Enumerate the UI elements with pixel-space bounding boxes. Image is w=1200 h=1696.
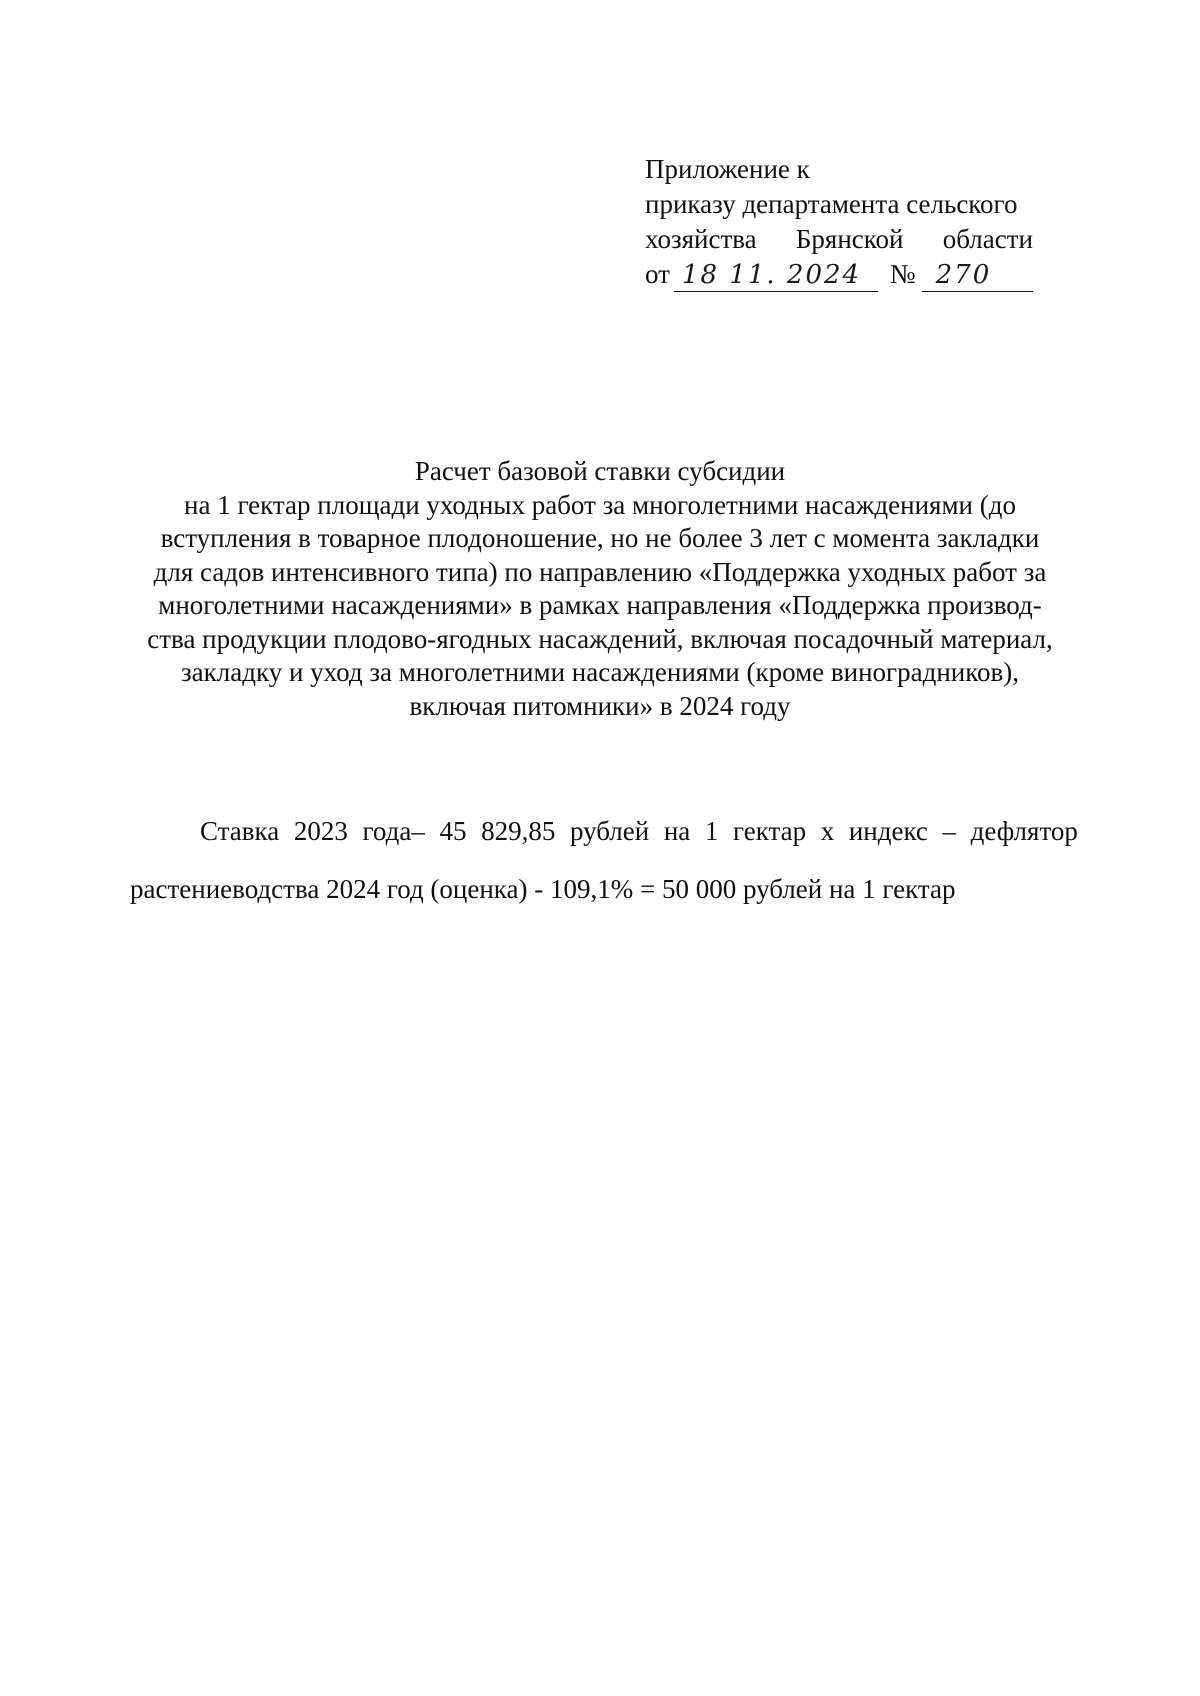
word: 45 [439,816,467,846]
appendix-word: области [942,224,1033,254]
word: 829,85 [481,816,556,846]
calculation-line-1 [130,815,1078,848]
order-date-number-row [645,257,1033,292]
appendix-line-2: приказу департамента сельского [645,189,1018,219]
handwritten-date: 18 11. 2024 [681,260,862,290]
word: рублей [569,816,650,846]
title-line: вступления в товарное плодоношение, но не более 3 лет с момента закладки [160,523,1040,553]
handwritten-number: 270 [935,260,992,290]
word: года– [362,816,425,846]
word: дефлятор [970,816,1078,846]
appendix-word: Брянской [795,224,904,254]
word: индекс [848,816,928,846]
word: – [942,816,957,846]
appendix-word: хозяйства [645,224,757,254]
title-line: Расчет базовой ставки субсидии [414,456,786,486]
title-line: на 1 гектар площади уходных работ за многолетними насаждениями (до [184,489,1016,520]
word: х [820,816,835,846]
title-line: многолетними насаждениями» в рамках направления «Поддержка производ- [158,590,1042,620]
calculation-line-2: растениеводства 2024 год (оценка) - 109,1% = 50 000 рублей на 1 гектар [130,874,956,904]
number-sign-label: № [889,259,916,289]
title-line: для садов интенсивного типа) по направлению «Поддержка уходных работ за [153,556,1047,587]
appendix-line-3 [645,222,1033,257]
title-line: включая питомники» в 2024 году [409,690,791,721]
appendix-block [645,152,1033,292]
title-line: закладку и уход за многолетними насаждениями (кроме виноградников), [181,657,1019,687]
word: Ставка [200,816,280,846]
word: 2023 [293,816,348,846]
word: на [663,816,691,846]
word: гектар [733,816,807,846]
order-date-field [674,261,878,292]
calculation-paragraph [130,815,1078,906]
order-number-field [922,261,1033,292]
document-title [130,455,1070,723]
appendix-line-1: Приложение к [645,154,810,184]
from-label: от [645,259,670,289]
title-line: ства продукции плодово-ягодных насаждений, включая посадочный материал, [147,623,1053,654]
word: 1 [704,816,719,846]
